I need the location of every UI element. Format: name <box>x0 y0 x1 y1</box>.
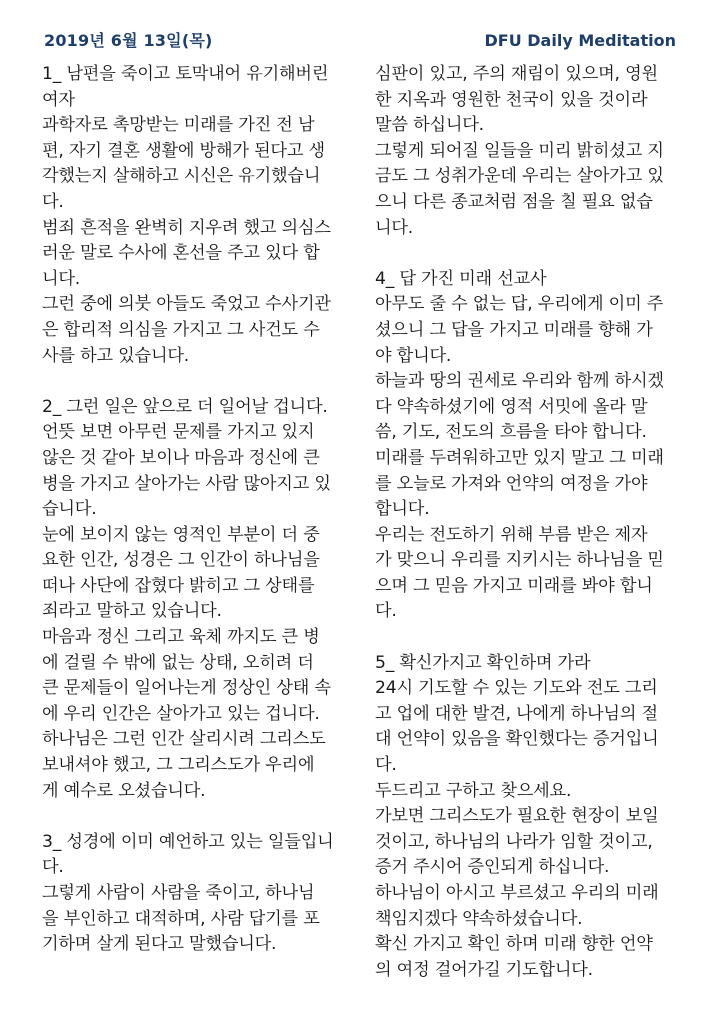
paragraph: 눈에 보이지 않는 영적인 부분이 더 중 요한 인간, 성경은 그 인간이 하나님을 떠나 사단에 잡혔다 밝히고 그 상태를 죄라고 말하고 있습니다. <box>42 524 320 622</box>
paragraph: 아무도 줄 수 없는 답, 우리에게 이미 주 셨으니 그 답을 가지고 미래를 향해 가 야 합니다. <box>375 294 664 366</box>
paragraph: 하늘과 땅의 권세로 우리와 함께 하시겠 다 약속하셨기에 영적 서밋에 올라 말 씀, 기도, 전도의 흐름을 타야 합니다. <box>375 371 664 443</box>
section-2 <box>42 395 360 805</box>
paragraph: 언뜻 보면 아무런 문제를 가지고 있지 않은 것 같아 보이나 마음과 정신에 큰 병을 가지고 살아가는 사람 많아지고 있 습니다. <box>42 422 331 520</box>
left-column <box>42 62 360 983</box>
section-5 <box>375 651 693 984</box>
paragraph: 과학자로 촉망받는 미래를 가진 전 남 편, 자기 결혼 생활에 방해가 된다고 생 각했는지 살해하고 시신은 유기했습니 다. <box>42 115 325 212</box>
page-header <box>44 28 676 56</box>
paragraph: 확신 가지고 확인 하며 미래 향한 언약 의 여정 걸어가길 기도합니다. <box>375 934 653 980</box>
paragraph: 그렇게 사람이 사람을 죽이고, 하나님 을 부인하고 대적하며, 사람 답기를 포 기하며 살게 된다고 말했습니다. <box>42 883 320 955</box>
section-heading: 3_ 성경에 이미 예언하고 있는 일들입니 다. <box>42 831 334 878</box>
section-heading: 1_ 남편을 죽이고 토막내어 유기해버린 여자 <box>42 64 329 110</box>
paragraph: 범죄 흔적을 완벽히 지우려 했고 의심스 러운 말로 수사에 혼선을 주고 있다 합 니다. <box>42 217 331 289</box>
header-title: DFU Daily Meditation <box>484 31 676 50</box>
paragraph: 하나님이 아시고 부르셨고 우리의 미래 책임지겠다 약속하셨습니다. <box>375 883 659 929</box>
section-heading: 2_ 그런 일은 앞으로 더 일어날 겁니다. <box>42 396 328 417</box>
section-3-continued <box>375 62 693 241</box>
section-1 <box>42 62 360 369</box>
paragraph: 미래를 두려워하고만 있지 말고 그 미래 를 오늘로 가져와 언약의 여정을 가야 합니다. <box>375 447 664 520</box>
paragraph: 그런 중에 의붓 아들도 죽었고 수사기관 은 합리적 의심을 가지고 그 사건도 수 사를 하고 있습니다. <box>42 294 331 366</box>
paragraph: 그렇게 되어질 일들을 미리 밝히셨고 지 금도 그 성취가운데 우리는 살아가고 있 으니 다른 종교처럼 점을 칠 필요 없습 니다. <box>375 140 664 238</box>
section-3 <box>42 830 360 958</box>
paragraph: 우리는 전도하기 위해 부름 받은 제자 가 맞으니 우리를 지키시는 하나님을 믿 으며 그 믿음 가지고 미래를 봐야 합니 다. <box>375 524 664 622</box>
paragraph: 마음과 정신 그리고 육체 까지도 큰 병 에 걸릴 수 밖에 없는 상태, 오히려 더 큰 문제들이 일어나는게 정상인 상태 속 에 우리 인간은 살아가고 있는 겁니다. <box>42 627 331 724</box>
paragraph: 가보면 그리스도가 필요한 현장이 보일 것이고, 하나님의 나라가 임할 것이고, 증거 주시어 증인되게 하십니다. <box>375 806 659 878</box>
right-column <box>375 62 693 1009</box>
section-4 <box>375 267 693 625</box>
section-heading: 4_ 답 가진 미래 선교사 <box>375 268 547 289</box>
section-heading: 5_ 확신가지고 확인하며 가라 <box>375 652 591 673</box>
paragraph: 두드리고 구하고 찾으세요. <box>375 780 572 801</box>
header-date: 2019년 6월 13일(목) <box>44 31 213 50</box>
paragraph: 심판이 있고, 주의 재림이 있으며, 영원 한 지옥과 영원한 천국이 있을 것이라 말씀 하십니다. <box>375 64 658 136</box>
paragraph: 하나님은 그런 인간 살리시려 그리스도 보내셔야 했고, 그 그리스도가 우리에 게 예수로 오셨습니다. <box>42 729 326 801</box>
paragraph: 24시 기도할 수 있는 기도와 전도 그리 고 업에 대한 발견, 나에게 하나님의 절 대 언약이 있음을 확인했다는 증거입니 다. <box>375 678 659 776</box>
